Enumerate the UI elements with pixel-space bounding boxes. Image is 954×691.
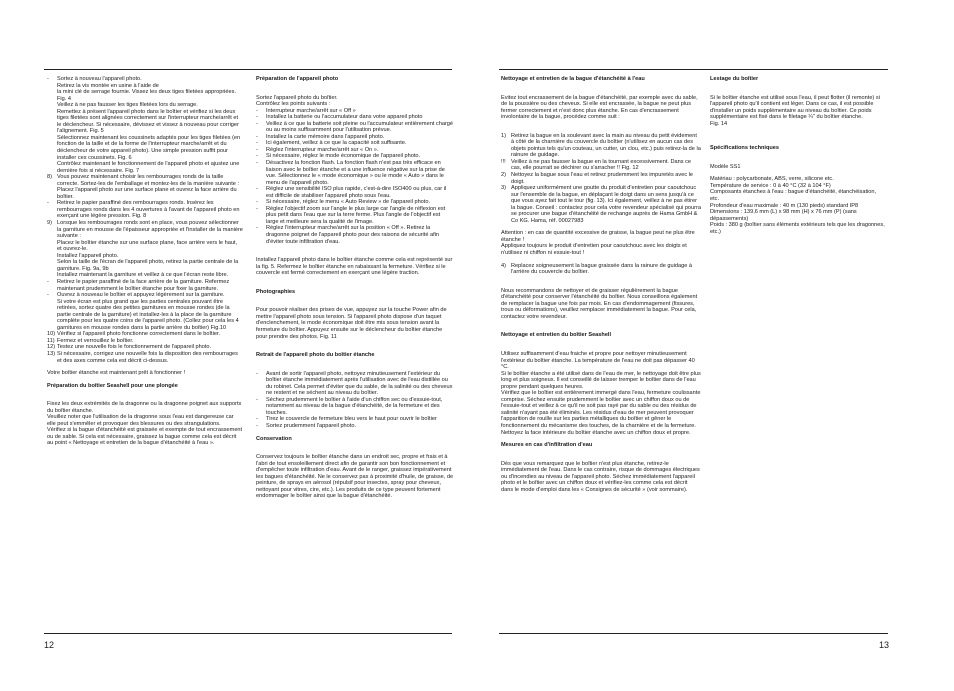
list-item: - Réglez une sensibilité ISO plus rapide, c'est-à-dire ISO400 ou plus, car il est difficile de stabiliser l'appareil photo sous l'eau. xyxy=(256,186,447,199)
ready-text: Votre boîtier étanche est maintenant prêt à fonctionner ! xyxy=(47,370,186,377)
list-item: - Retirez le papier paraffiné des rembourrages ronds. Insérez les rembourrages ronds dans les 4 ouvertures à l'avant de l'appareil photo en exerçant une légère pression. Fig. 8 xyxy=(47,200,240,220)
list-item: - Avant de sortir l'appareil photo, nettoyez minutieusement l'extérieur du boîtier étanche immédiatement après l'utilisation avec de l'eau distillée ou du robinet. Cela permet d'éviter que du sable, de la salinité ou des cheveux ne restent et ne séchent au niveau du boîtier. xyxy=(256,370,453,397)
paragraph: Dès que vous remarquez que le boîtier n'est plus étanche, retirez-le immédiatement de l'eau. Dans le cas contraire, risque de dommages électriques ou d'incendies au niveau de l'appareil photo. Séchez immédiatement l'appareil photo et le boîtier avec un chiffon doux et vérifiez-les comme cela est décrit dans le mode d'emploi dans les « Consignes de sécurité » (voir sommaire). xyxy=(501,460,700,493)
paragraph: Evitez tout encrassement de la bague d'étanchéité, par exemple avec du sable, de la poussière ou des cheveux. Si elle est encrassée, la bague ne peut plus fermer correctement et n'est donc plus étanche. En cas d'encrassement involontaire de la bague, procédez comme suit : xyxy=(501,94,698,121)
list-item: Remettez à présent l'appareil photo dans le boîtier et vérifiez si les deux tiges filetées sont alignées correctement sur l'interrupteur marche/arrêt et le déclencheur. Si nécessaire, dévissez et vissez à nouveau pour corriger l'alignement. Fig. 5 xyxy=(57,108,239,135)
paragraph: Si le boîtier étanche a été utilisé dans de l'eau de mer, le nettoyage doit être plus long et plus soigneux. Il est conseillé de laisser tremper le boîtier dans de l'eau propre pendant quelques heures. xyxy=(501,370,701,390)
list-item: Installez maintenant la garniture et veillez à ce que l'écran reste libre. xyxy=(57,272,229,279)
paragraph: Vérifiez si la bague d'étanchéité est graissée et exempte de tout encrassement ou de sable. Si cela est nécessaire, graissez la bague comme cela est décrit au point « Nettoyage et entretien de la bague d'étanchéité à l'eau ». xyxy=(47,427,243,447)
dive-prep-paragraphs xyxy=(47,401,243,447)
list-item: - Tirez le couvercle de fermeture bleu vers le haut pour ouvrir le boîtier xyxy=(256,416,437,423)
paragraph: Profondeur d'eau maximale : 40 m (130 pieds) standard IP8 xyxy=(710,202,859,209)
bottom-rule xyxy=(499,633,888,634)
section-heading: Photographies xyxy=(256,288,296,295)
list-item: Veillez à ne pas fausser les tiges filetées lors du serrage. xyxy=(57,102,198,109)
paragraph: Conservez toujours le boîtier étanche dans un endroit sec, propre et frais et à l'abri de tout ensoleillement direct afin de garantir son bon fonctionnement et d'empêcher toute infiltration d'eau. Avant de le ranger, graissez impérativement les bagues d'étanchéité. Ne le conservez pas à proximité d'huile, de graisse, de peinture, de sprays en aérosol (répulsif pour insectes, spray pour cheveux, nettoyant pour vitres, cire, etc.). Les produits de ce type peuvent fortement endommager le boîtier ainsi que la bague d'étanchéité. xyxy=(256,454,454,500)
bottom-rule xyxy=(44,633,452,634)
list-item: 11) Fermez et verrouillez le boîtier. xyxy=(47,337,134,344)
list-item: 3) Appliquez uniformément une goutte du produit d'entretien pour caoutchouc sur l'ensemble de la bague, en déplaçant le doigt dans un sens jusqu'à ce que vous ayez fait tout le tour (fig. 13). Ici également, veillez à ne pas étirer la bague. Conseil : contactez pour cela votre revendeur spécialisé qui pourra se procurer une bague d'étanchéité de rechange auprès de Hama GmbH & Co KG. Hama, réf. 00027983 xyxy=(501,185,701,224)
right-page xyxy=(477,0,954,691)
housing-care-paragraphs xyxy=(501,351,701,436)
list-item: Placez le boîtier étanche sur une surface plane, face arrière vers le haut, et ouvrez-le. xyxy=(57,239,238,253)
section-heading: Lestage du boîtier xyxy=(710,76,759,82)
left-col-1 xyxy=(47,76,243,447)
paragraph: Température de service : 0 à 40 °C (32 à 104 °F) xyxy=(710,182,831,189)
list-item: 2) Nettoyez la bague sous l'eau et retirez prudemment les impuretés avec le doigt. xyxy=(501,172,694,185)
list-item: Sélectionnez maintenant les coussinets adaptés pour les tiges filetées (en fonction de la taille et de la forme de l'interrupteur marche/arrêt et du déclencheur de votre appareil photo). Une simple pression suffit pour installer ces coussinets. Fig. 6 xyxy=(57,134,241,161)
list-item: - Retirez le papier paraffiné de la face arrière de la garniture. Refermez maintenant prudemment le boîtier étanche pour fixer la garniture. xyxy=(47,278,230,292)
warning-text: Attention : en cas de quantité excessive de graisse, la bague peut ne plus être étanche ! xyxy=(501,230,695,243)
paragraph: Nous recommandons de nettoyer et de graisser régulièrement la bague d'étanchéité pour conserver l'étanchéité du boîtier. Nous conseillons également de remplacer la bague une fois par mois. En cas d'endommagement (fissures, trous ou déformations), veuillez remplacer immédiatement la bague. Pour cela, contactez votre revendeur. xyxy=(501,287,698,320)
section-heading: Nettoyage et entretien de la bague d'étanchéité à l'eau xyxy=(501,76,645,82)
paragraph: Installez l'appareil photo dans le boîtier étanche comme cela est représenté sur la fig. 5. Refermez le boîtier étanche en rabaissant la fermeture. Vérifiez si le couvercle est fermé correctement en exerçant une légère traction. xyxy=(256,257,453,277)
list-item: - Installez la carte mémoire dans l'appareil photo. xyxy=(256,133,385,140)
paragraph: Composants étanches à l'eau : bague d'étanchéité, étanchéisation, etc. xyxy=(710,189,877,203)
list-item: - Réglez l'objectif zoom sur l'angle le plus large car l'angle de réflexion est plus petit dans l'eau que sur la terre ferme. Plus l'angle de l'objectif est large et meilleure sera la qualité de l'image. xyxy=(256,205,446,225)
cleaning-steps xyxy=(501,133,701,225)
model-name: Modèle SS1 xyxy=(710,163,741,170)
section-heading: Préparation du boîtier Seashell pour une plongée xyxy=(47,382,178,389)
left-col-2 xyxy=(256,76,454,506)
list-item: - Si nécessaire, réglez le menu « Auto Review » de l'appareil photo. xyxy=(256,199,431,206)
list-item: - Ici également, veillez à ce que la capacité soit suffisante. xyxy=(256,140,407,147)
list-item: !!! Veillez à ne pas fausser la bague en la tournant excessivement. Dans ce cas, elle pourrait se déchirer ou s'arracher !! Fig. 12 xyxy=(501,158,692,172)
list-item: 12) Testez une nouvelle fois le fonctionnement de l'appareil photo. xyxy=(47,344,212,351)
list-item: 1) Retirez la bague en la soulevant avec la main au niveau du petit évidement à côté de la charnière du couvercle du boîtier (n'utilisez en aucun cas des objets pointus tels qu'un couteau, un cutter, un clou, etc.) puis retirez-la de la rainure de guidage. xyxy=(501,132,701,159)
list-item: Selon la taille de l'écran de l'appareil photo, retirez la partie centrale de la garniture. Fig. 9a, 9b xyxy=(57,259,239,272)
list-item: 13) Si nécessaire, corrigez une nouvelle fois la disposition des rembourrages et des axes comme cela est décrit ci-dessus. xyxy=(47,350,238,364)
page-number: 12 xyxy=(44,640,55,650)
right-col-1 xyxy=(501,76,701,499)
removal-list xyxy=(256,371,454,430)
list-item: - Interrupteur marche/arrêt sur « Off » xyxy=(256,107,356,114)
list-item: Installez l'appareil photo. xyxy=(57,252,119,259)
list-item: Retirez la vis montée en usine à l'aide de xyxy=(57,82,159,89)
list-item: 8) Vous pouvez maintenant choisir les rembourrages ronds de la taille correcte. Sortez-les de l'emballage et montez-les de la manière suivante : xyxy=(47,174,240,187)
paragraph: Si le boîtier étanche est utilisé sous l'eau, il peut flotter (il remonte) si l'appareil photo qu'il contient est léger. Dans ce cas, il est possible d'installer un poids supplémentaire au niveau du boîtier. Ce poids supplémentaire est fixé dans le filetage ¼" du boîtier étanche. xyxy=(710,94,880,121)
top-rule xyxy=(499,69,888,70)
list-item: la mini clé de serrage fournie. Vissez les deux tiges filetées appropriées. Fig. 4 xyxy=(57,89,236,102)
list-item: - Réglez l'interrupteur marche/arrêt sur la position « Off ». Retirez la dragonne poignet de l'appareil photo pour des raisons de sécurité afin d'éviter toute infiltration d'eau. xyxy=(256,225,440,245)
list-item: 10) Vérifiez si l'appareil photo fonctionne correctement dans le boîtier. xyxy=(47,331,221,338)
section-heading: Préparation de l'appareil photo xyxy=(256,76,339,82)
page-number: 13 xyxy=(879,640,890,650)
paragraph: Matériau : polycarbonate, ABS, verre, silicone etc. xyxy=(710,176,834,183)
list-item: 9) Lorsque les rembourrages ronds sont en place, vous pouvez sélectionner la garniture en mousse de l'épaisseur appropriée et l'installer de la manière suivante : xyxy=(47,220,243,240)
list-item: - Sortez à nouveau l'appareil photo. xyxy=(47,76,142,82)
paragraph: Poids : 380 g (boîtier sans éléments extérieurs tels que les dragonnes, etc.) xyxy=(710,222,885,235)
list-item: Placez l'appareil photo sur une surface plane et ouvrez la face arrière du boîtier. xyxy=(57,187,237,200)
spec-list xyxy=(710,176,886,235)
top-rule xyxy=(44,69,452,70)
list-item: - Si nécessaire, réglez le mode économique de l'appareil photo. xyxy=(256,153,421,160)
paragraph: Utilisez suffisamment d'eau fraiche et propre pour nettoyer minutieusement l'extérieur du boîtier étanche. La température de l'eau ne doit pas dépasser 40 °C. xyxy=(501,350,695,371)
checklist xyxy=(256,108,454,245)
list-item: - Installez la batterie ou l'accumulateur dans votre appareil photo xyxy=(256,114,423,121)
paragraph: Pour pouvoir réaliser des prises de vue, appuyez sur la touche Power afin de mettre l'appareil photo sous tension. Si l'appareil photo dispose d'un taquet d'enclenchement, le mode économique doit être mis sous tension avant la fermeture du boîtier. Appuyez ensuite sur le déclencheur du boîtier étanche pour prendre des photos. Fig. 11 xyxy=(256,307,447,340)
paragraph: Vérifiez que le boîtier est entièrement immergé dans l'eau, fermeture coulissante comprise. Séchez ensuite prudemment le boîtier avec un chiffon doux ou de l'essuie-tout et veillez à ce qu'il ne soit pas rayé par du sable ou des résidus de salinité n'ayant pas été éliminés. Les résidus d'eau de mer peuvent provoquer l'apparition de rouille sur les parties métalliques du boîtier et gêner le fonctionnement du mécanisme des touches, de la charnière et de la fermeture. Nettoyez la face intérieure du boîtier étanche avec un chiffon doux et propre. xyxy=(501,390,701,436)
list-item: - Sortez prudemment l'appareil photo. xyxy=(256,422,356,429)
section-heading: Mesures en cas d'infiltration d'eau xyxy=(501,442,593,449)
section-heading: Spécifications techniques xyxy=(710,145,780,152)
paragraph: Dimensions : 139,6 mm (L) x 98 mm (H) x 76 mm (P) (sans dépassements) xyxy=(710,209,857,222)
list-item: - Ouvrez à nouveau le boîtier et appuyez légèrement sur la garniture. xyxy=(47,292,225,299)
paragraph: Contrôlez les points suivants : xyxy=(256,101,331,108)
figure-ref: Fig. 14 xyxy=(710,120,728,127)
section-heading: Retrait de l'appareil photo du boîtier étanche xyxy=(256,352,375,359)
list-item: - Séchez prudemment le boîtier à l'aide d'un chiffon sec ou d'essuie-tout, notamment au niveau de la bague d'étanchéité, de la fermeture et des touches. xyxy=(256,396,443,416)
paragraph: Appliquez toujours le produit d'entretien pour caoutchouc avec les doigts et n'utilisez ni chiffon ni essuie-tout ! xyxy=(501,243,687,257)
paragraph: Veuillez noter que l'utilisation de la dragonne sous l'eau est dangereuse car elle peut s'emmêler et provoquer des blessures ou des strangulations. xyxy=(47,414,234,427)
list-item: - Désactivez la fonction flash. La fonction flash n'est pas très efficace en liaison avec le boîtier étanche et a une influence négative sur la prise de vue. Sélectionnez le « mode économique » ou le mode « Auto » dans le menu de l'appareil photo. xyxy=(256,160,445,186)
assembly-steps xyxy=(47,76,243,364)
section-heading: Nettoyage et entretien du boîtier Seashell xyxy=(501,332,612,339)
list-item: - Réglez l'interrupteur marche/arrêt sur « On ». xyxy=(256,146,379,153)
step-item: 4) Replacez soigneusement la bague graissée dans la rainure de guidage à l'arrière du couvercle du boîtier. xyxy=(501,262,692,276)
section-heading: Conservation xyxy=(256,435,292,442)
right-col-2 xyxy=(710,76,886,235)
paragraph: Fixez les deux extrémités de la dragonne ou la dragonne poignet aux supports du boîtier étanche. xyxy=(47,401,242,414)
paragraph: Sortez l'appareil photo du boîtier. xyxy=(256,94,338,101)
list-item: - Veillez à ce que la batterie soit pleine ou l'accumulateur entièrement chargé ou au moins suffisamment pour l'utilisation prévue. xyxy=(256,120,454,134)
list-item: Contrôlez maintenant le fonctionnement de l'appareil photo et ajustez une dernière fois si nécessaire. Fig. 7 xyxy=(57,161,240,174)
list-item: Si votre écran est plus grand que les parties centrales pouvant être retirées, sortez quatre des petites garnitures en mousse rondes (de la partie centrale de la garniture) et installez-les à la place de la garniture complète pour les quatre coins de l'appareil photo. (Collez pour cela les 4 garnitures en mousse rondes dans la partie arrière du boîtier) Fig.10 xyxy=(57,298,239,331)
